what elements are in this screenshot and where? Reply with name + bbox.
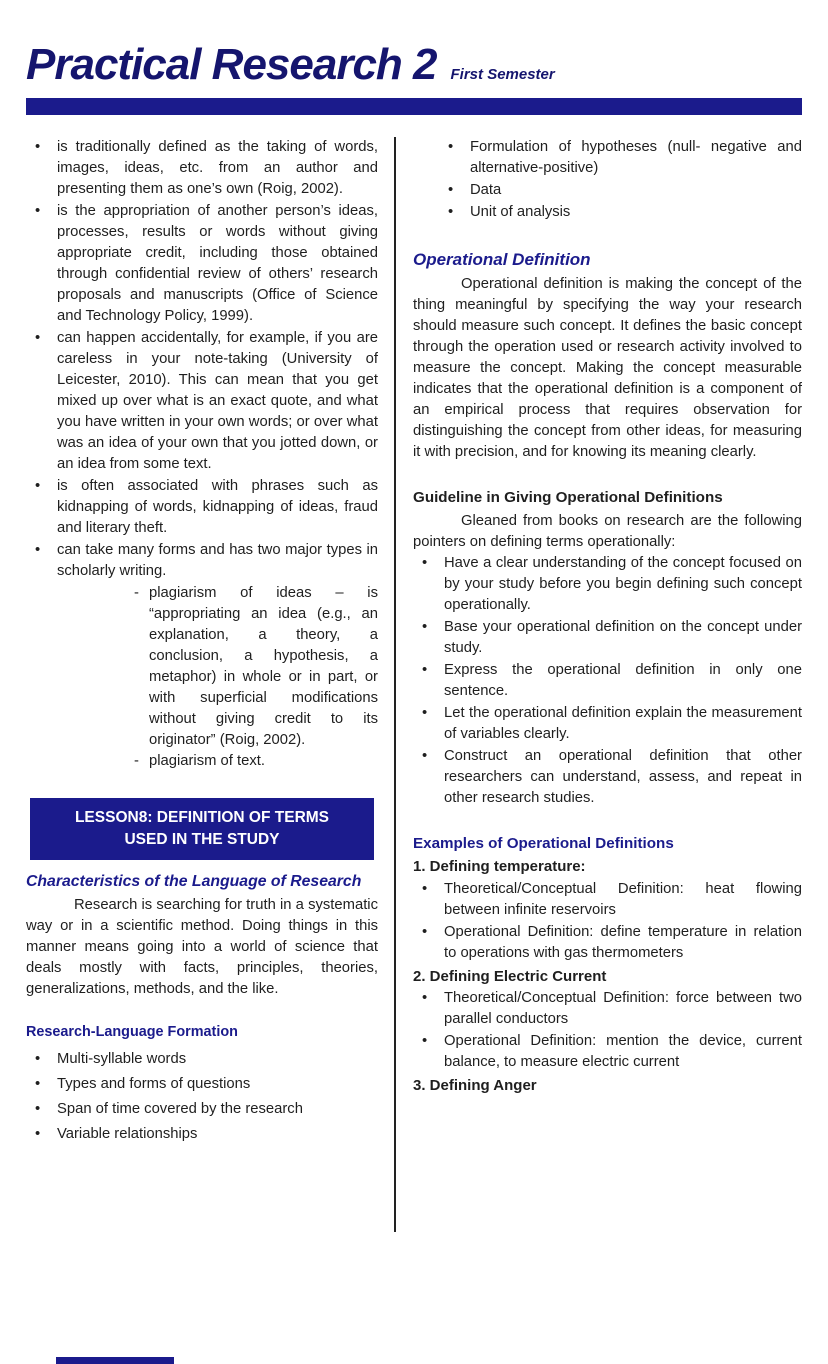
bullet-item: • Unit of analysis: [413, 202, 802, 223]
bullet-item: • Operational Definition: mention the device, current balance, to measure electric current: [413, 1031, 802, 1073]
characteristics-paragraph: Research is searching for truth in a systematic way or in a scientific method. Doing things in this manner means going into a world of science that deals mostly with facts, principles, theories, generalizations, methods, and the like.: [26, 897, 378, 998]
bullet-item: • Let the operational definition explain the measurement of variables clearly.: [413, 703, 802, 745]
dash-item: - plagiarism of text.: [134, 751, 378, 772]
two-column-layout: [26, 137, 802, 1232]
example-anger-label: 3. Defining Anger: [413, 1077, 537, 1095]
formation-list: [26, 1049, 378, 1145]
dash-item: - plagiarism of ideas – is “appropriating an idea (e.g., an explanation, a theory, a conclusion, a hypothesis, a metaphor) in whole or in part, or with superficial modifications without giving credit to its originator” (Roig, 2002).: [134, 583, 378, 751]
example-electric-current-list: [413, 988, 802, 1073]
guideline-heading: Guideline in Giving Operational Definitions: [413, 489, 723, 507]
left-column: [26, 137, 394, 1232]
bullet-item: • Have a clear understanding of the concept focused on by your study before you begin defining such concept operationally.: [413, 553, 802, 616]
formation-heading: Research-Language Formation: [26, 1024, 238, 1041]
bullet-item: • Construct an operational definition that other researchers can understand, assess, and repeat in other research studies.: [413, 746, 802, 809]
example-temperature-label: 1. Defining temperature:: [413, 858, 586, 876]
bullet-item: • Theoretical/Conceptual Definition: heat flowing between infinite reservoirs: [413, 879, 802, 921]
example-temperature-list: [413, 879, 802, 964]
bullet-item: • Theoretical/Conceptual Definition: force between two parallel conductors: [413, 988, 802, 1030]
plagiarism-sub-list: [26, 583, 378, 772]
bullet-item: • Formulation of hypotheses (null- negative and alternative-positive): [413, 137, 802, 179]
bullet-item: • is the appropriation of another person’s ideas, processes, results or words without giving appropriate credit, including those obtained through confidential review of others’ research proposals and manuscripts (Office of Science and Technology Policy, 1999).: [26, 201, 378, 327]
example-electric-current-label: 2. Defining Electric Current: [413, 967, 607, 985]
bullet-item: • Base your operational definition on the concept under study.: [413, 617, 802, 659]
semester-label: First Semester: [450, 66, 555, 83]
bullet-item: • can take many forms and has two major types in scholarly writing.: [26, 540, 378, 582]
bullet-item: • Data: [413, 180, 802, 201]
bullet-item: • Operational Definition: define temperature in relation to operations with gas thermometers: [413, 922, 802, 964]
header-rule: [26, 98, 802, 115]
guideline-list: [413, 553, 802, 809]
bullet-item: • is often associated with phrases such as kidnapping of words, kidnapping of ideas, fraud and literary theft.: [26, 476, 378, 539]
research-elements-list: [413, 137, 802, 223]
bullet-item: • Types and forms of questions: [26, 1074, 378, 1095]
page-title: Practical Research 2: [26, 40, 437, 89]
operational-definition-heading: Operational Definition: [413, 250, 591, 270]
bullet-item: • is traditionally defined as the taking of words, images, ideas, etc. from an author and presenting them as one’s own (Roig, 2002).: [26, 137, 378, 200]
bullet-item: • Variable relationships: [26, 1124, 378, 1145]
bullet-item: • Express the operational definition in only one sentence.: [413, 660, 802, 702]
page-header: [26, 42, 802, 88]
characteristics-heading: Characteristics of the Language of Research: [26, 872, 362, 890]
guideline-intro-paragraph: Gleaned from books on research are the following pointers on defining terms operationally:: [413, 512, 802, 550]
right-column: [396, 137, 802, 1232]
bullet-item: • Multi-syllable words: [26, 1049, 378, 1070]
examples-heading: Examples of Operational Definitions: [413, 834, 674, 852]
lesson-title-box: LESSON8: DEFINITION OF TERMS USED IN THE STUDY: [30, 798, 374, 859]
plagiarism-bullet-list: [26, 137, 378, 582]
bullet-item: • can happen accidentally, for example, if you are careless in your note-taking (University of Leicester, 2010). This can mean that you get mixed up over what is an exact quote, and what you have written in your own words; or over what was an idea of your own that you jotted down, or an idea from some text.: [26, 328, 378, 475]
footer-bar-fragment: [56, 1357, 174, 1364]
operational-definition-paragraph: Operational definition is making the concept of the thing meaningful by specifying the way your research should measure such concept. It defines the basic concept through the operation used or research activity involved to measure the concept. Making the concept measurable indicates that the operational definition is a component of an empirical process that requires observation for distinguishing the concept from other ideas, for measuring it with precision, and for knowing its meaning clearly.: [413, 276, 802, 461]
bullet-item: • Span of time covered by the research: [26, 1099, 378, 1120]
